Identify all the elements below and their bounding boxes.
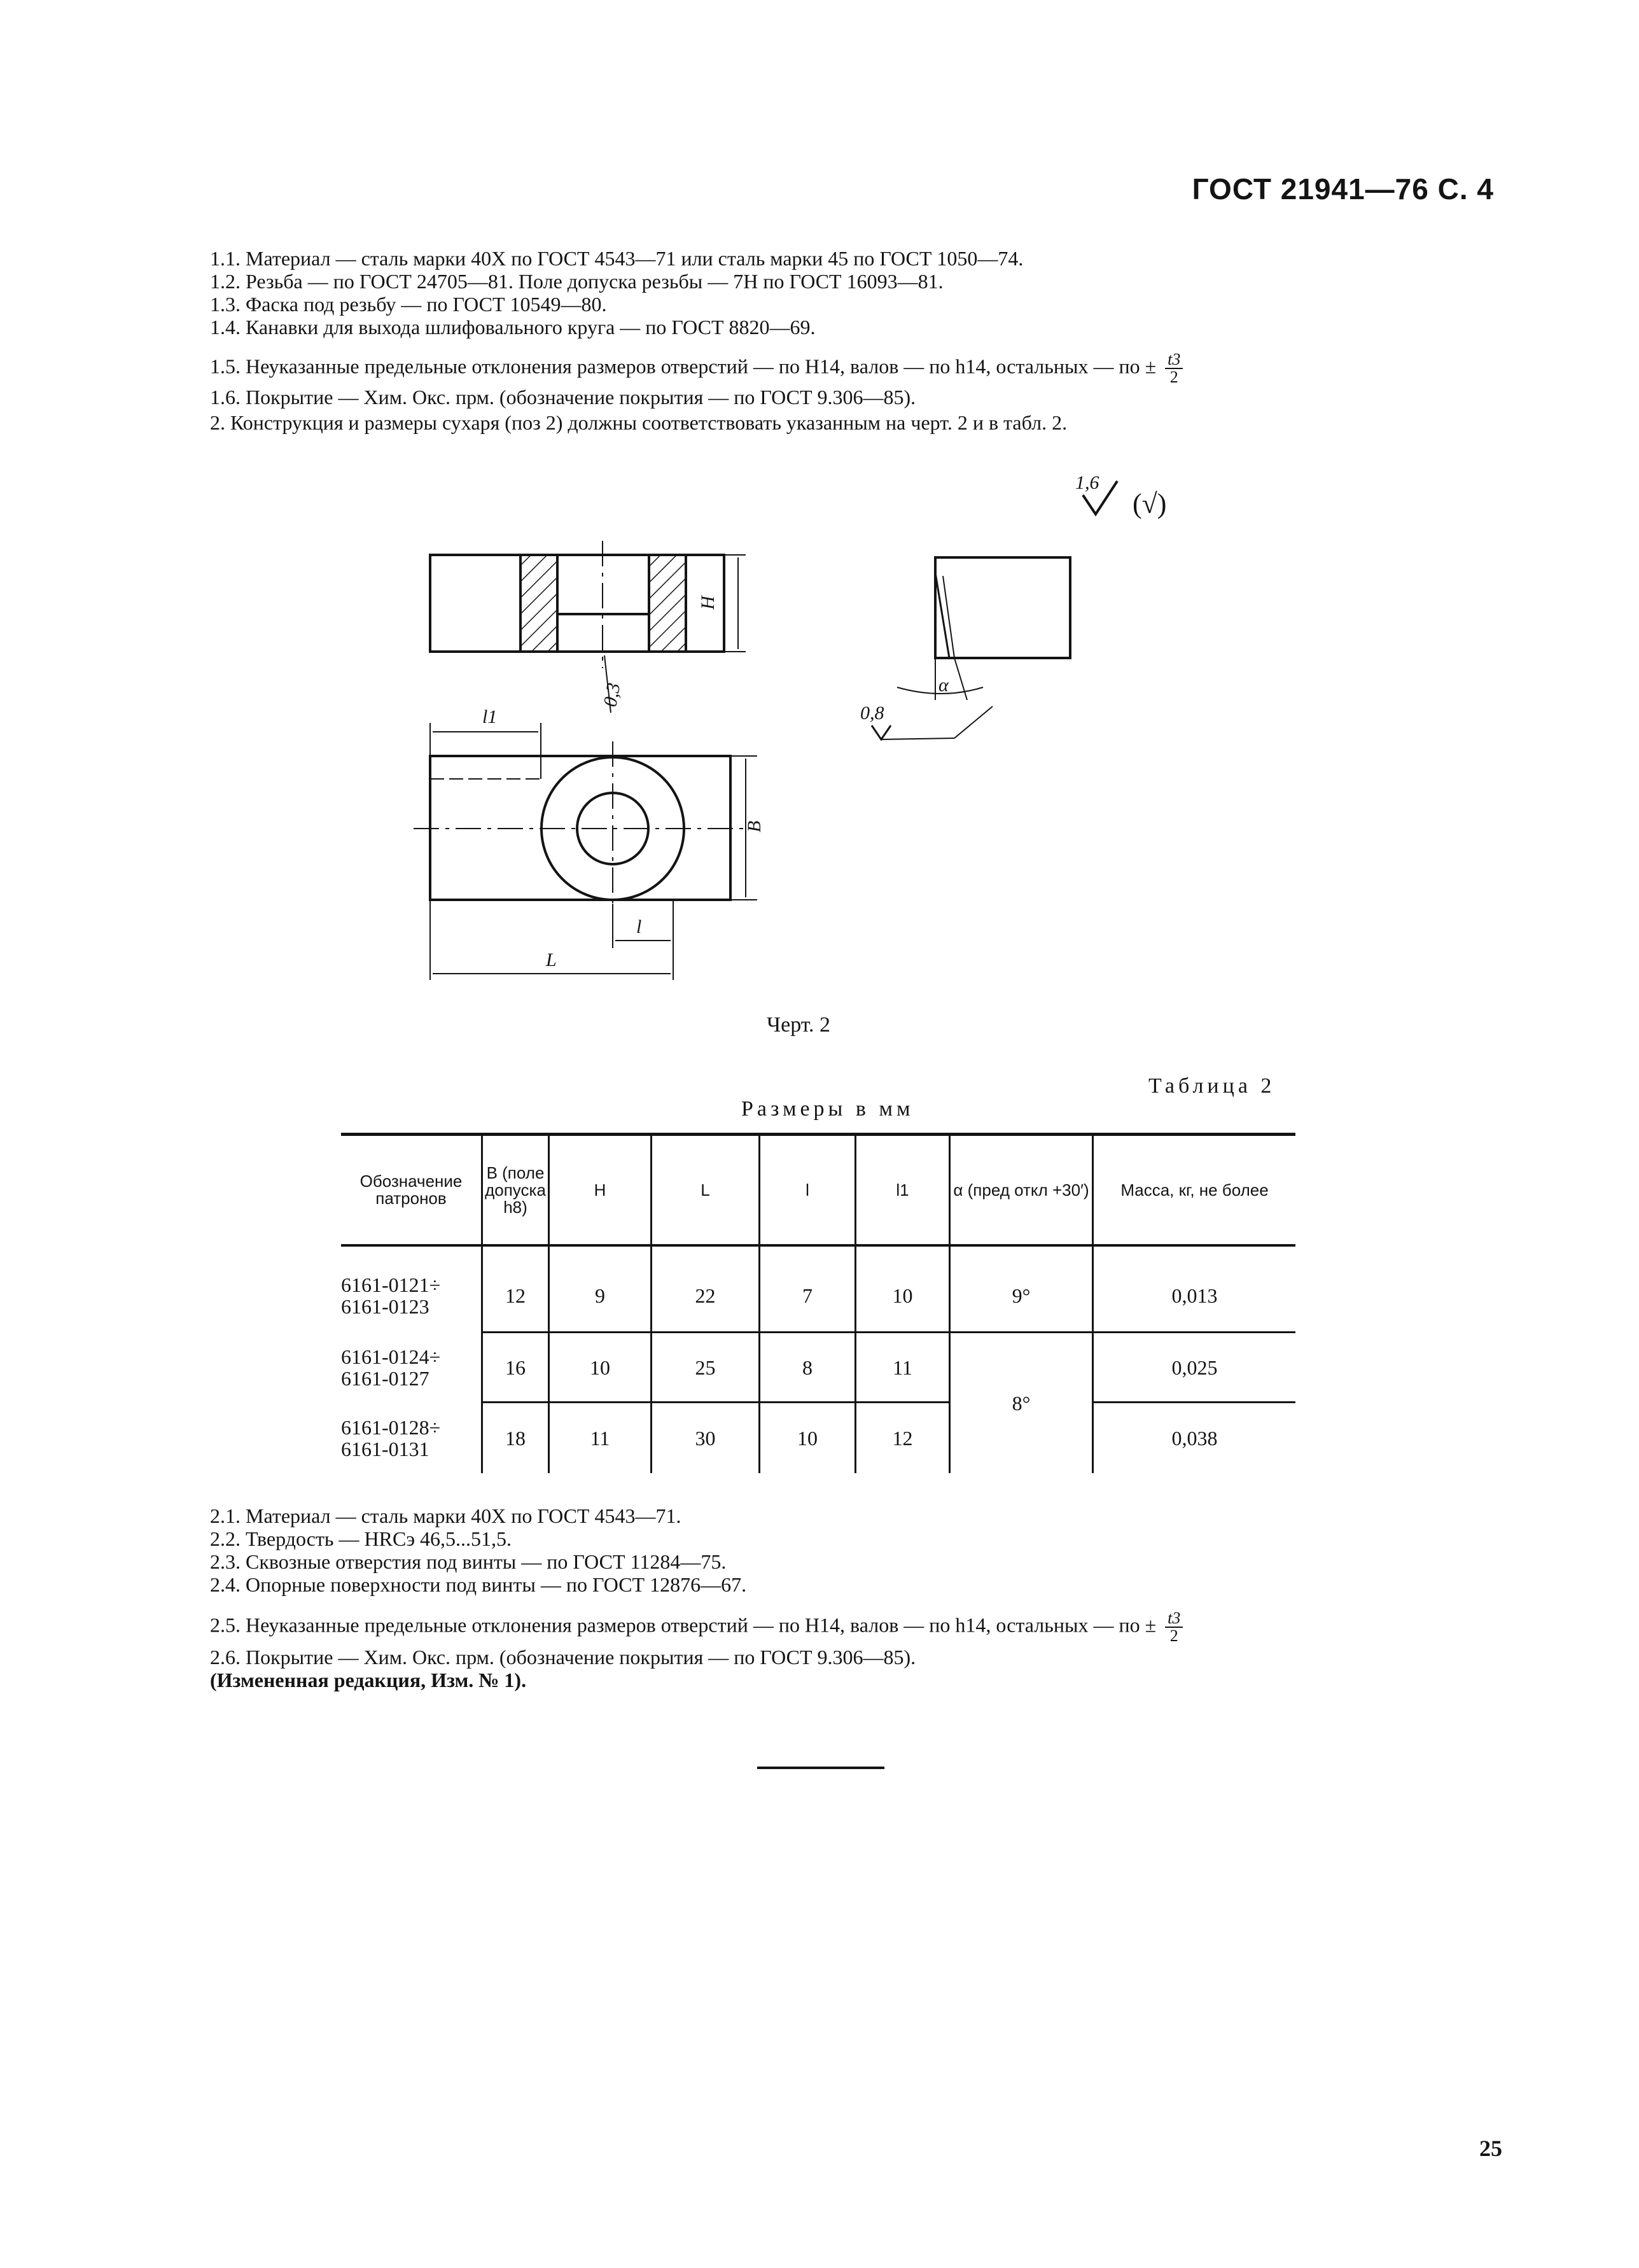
cell-L: 25 xyxy=(695,1355,716,1379)
fraction-denominator: 2 xyxy=(1169,368,1178,386)
drawing-caption: Черт. 2 xyxy=(767,1013,831,1037)
cell-H: 9 xyxy=(595,1284,605,1307)
page-header: ГОСТ 21941—76 С. 4 xyxy=(1192,172,1494,206)
cell-l1: 11 xyxy=(893,1355,912,1379)
header-designation: Обозначение патронов xyxy=(359,1172,463,1208)
cell-H: 11 xyxy=(590,1427,610,1450)
paragraph-2-5 xyxy=(210,1610,1183,1644)
cell-l: 10 xyxy=(797,1427,818,1450)
amendment-note: (Измененная редакция, Изм. № 1). xyxy=(210,1669,527,1691)
cell-B: 12 xyxy=(505,1284,526,1307)
paragraph-2-3: 2.3. Сквозные отверстия под винты — по ГОСТ 11284—75. xyxy=(210,1550,727,1573)
cell-designation: 6161-0121÷ 6161-0123 xyxy=(341,1273,441,1318)
paragraph-2-1: 2.1. Материал — сталь марки 40Х по ГОСТ 4543—71. xyxy=(210,1504,681,1527)
cell-l1: 10 xyxy=(892,1284,913,1307)
cell-B: 18 xyxy=(505,1427,526,1450)
tolerance-fraction xyxy=(1165,1610,1183,1644)
paragraph-2: 2. Конструкция и размеры сухаря (поз 2) должны соответствовать указанным на черт. 2 и в табл. 2. xyxy=(210,411,1068,434)
table-name: Таблица 2 xyxy=(1148,1074,1276,1098)
header-H: H xyxy=(594,1180,606,1200)
cell-mass: 0,025 xyxy=(1171,1355,1218,1379)
dimension-B: B xyxy=(744,820,765,832)
cell-mass: 0,013 xyxy=(1171,1284,1218,1307)
paragraph-2-5-text: 2.5. Неуказанные предельные отклонения размеров отверстий — по H14, валов — по h14, остальных — по ± xyxy=(210,1613,1157,1637)
fraction-denominator: 2 xyxy=(1169,1627,1178,1645)
header-alpha: α (пред откл +30′) xyxy=(953,1180,1089,1200)
paragraph-1-4: 1.4. Канавки для выхода шлифовального круга — по ГОСТ 8820—69. xyxy=(210,316,816,339)
fraction-numerator: t3 xyxy=(1165,351,1183,369)
section-hatch-left xyxy=(520,555,557,652)
fraction-numerator: t3 xyxy=(1165,1610,1183,1628)
header-B: B (поле допуска h8) xyxy=(485,1163,546,1217)
page-number: 25 xyxy=(1479,2136,1502,2161)
table-units: Размеры в мм xyxy=(741,1097,914,1121)
roughness-side-value: 0,8 xyxy=(860,703,884,724)
paragraph-1-2: 1.2. Резьба — по ГОСТ 24705—81. Поле допуска резьбы — 7Н по ГОСТ 16093—81. xyxy=(210,270,944,293)
cell-L: 22 xyxy=(695,1284,716,1307)
dimension-H: H xyxy=(697,596,718,610)
paragraph-2-6: 2.6. Покрытие — Хим. Окс. прм. (обозначение покрытия — по ГОСТ 9.306—85). xyxy=(210,1646,916,1669)
end-rule xyxy=(757,1767,884,1769)
section-hatch-right xyxy=(649,555,686,652)
dimension-angle: α xyxy=(938,675,949,696)
technical-drawing xyxy=(0,0,1639,1018)
paragraph-1-5-text: 1.5. Неуказанные предельные отклонения размеров отверстий — по H14, валов — по h14, остальных — по ± xyxy=(210,354,1157,378)
cell-alpha: 9° xyxy=(1012,1284,1031,1307)
header-l: l xyxy=(806,1180,809,1200)
cell-B: 16 xyxy=(505,1355,526,1379)
cell-l: 8 xyxy=(802,1355,813,1379)
cell-designation: 6161-0124÷ 6161-0127 xyxy=(341,1345,441,1390)
header-l1: l1 xyxy=(896,1180,909,1200)
roughness-other-value: (√) xyxy=(1133,488,1167,519)
table-header-rule xyxy=(341,1244,1295,1247)
header-L: L xyxy=(701,1180,710,1200)
cell-designation: 6161-0128÷ 6161-0131 xyxy=(341,1416,441,1460)
roughness-main-value: 1,6 xyxy=(1075,472,1099,493)
cell-mass: 0,038 xyxy=(1171,1427,1218,1450)
chamfer-label: 0,3 xyxy=(599,681,625,709)
dimension-l: l xyxy=(636,916,642,937)
side-view-body xyxy=(935,557,1070,658)
cell-alpha-merged: 8° xyxy=(1012,1392,1031,1415)
cell-l1: 12 xyxy=(892,1427,913,1450)
dimension-l1: l1 xyxy=(482,706,498,727)
cell-H: 10 xyxy=(590,1355,610,1379)
paragraph-2-4: 2.4. Опорные поверхности под винты — по ГОСТ 12876—67. xyxy=(210,1573,747,1596)
paragraph-1-3: 1.3. Фаска под резьбу — по ГОСТ 10549—80. xyxy=(210,293,607,316)
cell-l: 7 xyxy=(802,1284,813,1307)
paragraph-1-6: 1.6. Покрытие — Хим. Окс. прм. (обозначение покрытия — по ГОСТ 9.306—85). xyxy=(210,386,916,409)
cell-L: 30 xyxy=(695,1427,716,1450)
dimension-L: L xyxy=(546,949,557,970)
paragraph-1-1: 1.1. Материал — сталь марки 40Х по ГОСТ 4543—71 или сталь марки 45 по ГОСТ 1050—74. xyxy=(210,247,1024,270)
paragraph-2-2: 2.2. Твердость — HRCэ 46,5...51,5. xyxy=(210,1527,512,1550)
header-mass: Масса, кг, не более xyxy=(1120,1180,1269,1200)
